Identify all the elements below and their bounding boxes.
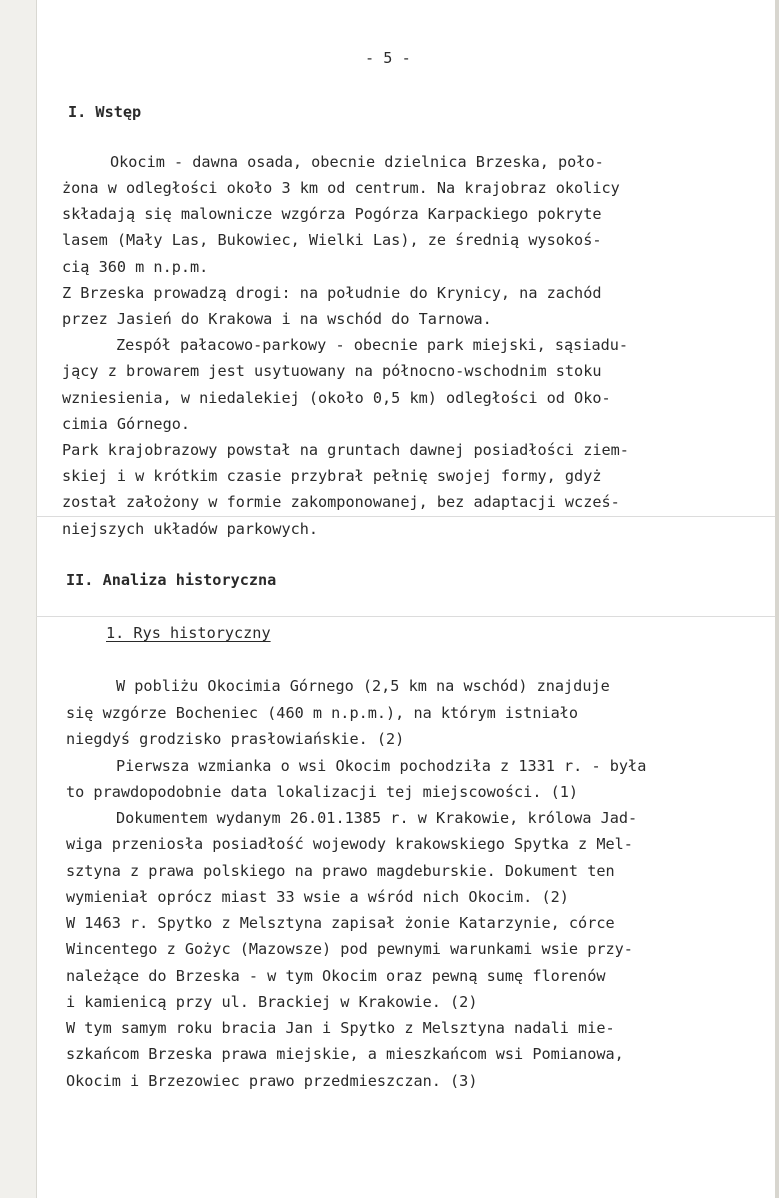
paragraph-line: W pobliżu Okocimia Górnego (2,5 km na wschód) znajduje [116, 677, 610, 695]
paragraph-line: wymieniał oprócz miast 33 wsie a wśród nich Okocim. (2) [66, 888, 569, 906]
paragraph-line: żona w odległości około 3 km od centrum. Na krajobraz okolicy [62, 179, 620, 197]
paragraph-line: to prawdopodobnie data lokalizacji tej miejscowości. (1) [66, 783, 579, 801]
paragraph-line: W tym samym roku bracia Jan i Spytko z Melsztyna nadali mie- [66, 1019, 615, 1037]
paragraph-line: składają się malownicze wzgórza Pogórza Karpackiego pokryte [62, 205, 602, 223]
paragraph-line: Okocim i Brzezowiec prawo przedmieszczan. (3) [66, 1072, 478, 1090]
paragraph-line: Z Brzeska prowadzą drogi: na południe do Krynicy, na zachód [62, 284, 602, 302]
paragraph-line: Okocim - dawna osada, obecnie dzielnica Brzeska, poło- [110, 153, 604, 171]
subheading-historical-outline: 1. Rys historyczny [106, 624, 271, 642]
heading-historical-analysis: II. Analiza historyczna [66, 571, 277, 589]
page-number: - 5 - [365, 49, 411, 67]
right-margin-edge [775, 0, 779, 1198]
paragraph-line: niejszych układów parkowych. [62, 520, 319, 538]
paragraph-line: sztyna z prawa polskiego na prawo magdeburskie. Dokument ten [66, 862, 615, 880]
paragraph-line: cią 360 m n.p.m. [62, 258, 209, 276]
paragraph-line: Zespół pałacowo-parkowy - obecnie park miejski, sąsiadu- [116, 336, 629, 354]
paragraph-line: Pierwsza wzmianka o wsi Okocim pochodziła z 1331 r. - była [116, 757, 647, 775]
paragraph-line: Wincentego z Gożyc (Mazowsze) pod pewnymi warunkami wsie przy- [66, 940, 633, 958]
paragraph-line: jący z browarem jest usytuowany na północno-wschodnim stoku [62, 362, 602, 380]
heading-introduction: I. Wstęp [68, 103, 142, 121]
paragraph-line: i kamienicą przy ul. Brackiej w Krakowie. (2) [66, 993, 478, 1011]
paragraph-line: Park krajobrazowy powstał na gruntach dawnej posiadłości ziem- [62, 441, 629, 459]
paragraph-line: należące do Brzeska - w tym Okocim oraz pewną sumę florenów [66, 967, 606, 985]
fold-line [36, 616, 775, 617]
paragraph-line: Dokumentem wydanym 26.01.1385 r. w Krakowie, królowa Jad- [116, 809, 638, 827]
paragraph-line: wzniesienia, w niedalekiej (około 0,5 km) odległości od Oko- [62, 389, 611, 407]
paragraph-line: się wzgórze Bocheniec (460 m n.p.m.), na którym istniało [66, 704, 579, 722]
paragraph-line: wiga przeniosła posiadłość wojewody krakowskiego Spytka z Mel- [66, 835, 633, 853]
paragraph-line: szkańcom Brzeska prawa miejskie, a mieszkańcom wsi Pomianowa, [66, 1045, 624, 1063]
paragraph-line: niegdyś grodzisko prasłowiańskie. (2) [66, 730, 405, 748]
left-margin-edge [0, 0, 37, 1198]
paragraph-line: został założony w formie zakomponowanej, bez adaptacji wcześ- [62, 493, 620, 511]
paragraph-line: przez Jasień do Krakowa i na wschód do Tarnowa. [62, 310, 492, 328]
paragraph-line: lasem (Mały Las, Bukowiec, Wielki Las), ze średnią wysokoś- [62, 231, 602, 249]
paragraph-line: cimia Górnego. [62, 415, 191, 433]
fold-line [36, 516, 775, 517]
paragraph-line: skiej i w krótkim czasie przybrał pełnię swojej formy, gdyż [62, 467, 602, 485]
paragraph-line: W 1463 r. Spytko z Melsztyna zapisał żonie Katarzynie, córce [66, 914, 615, 932]
